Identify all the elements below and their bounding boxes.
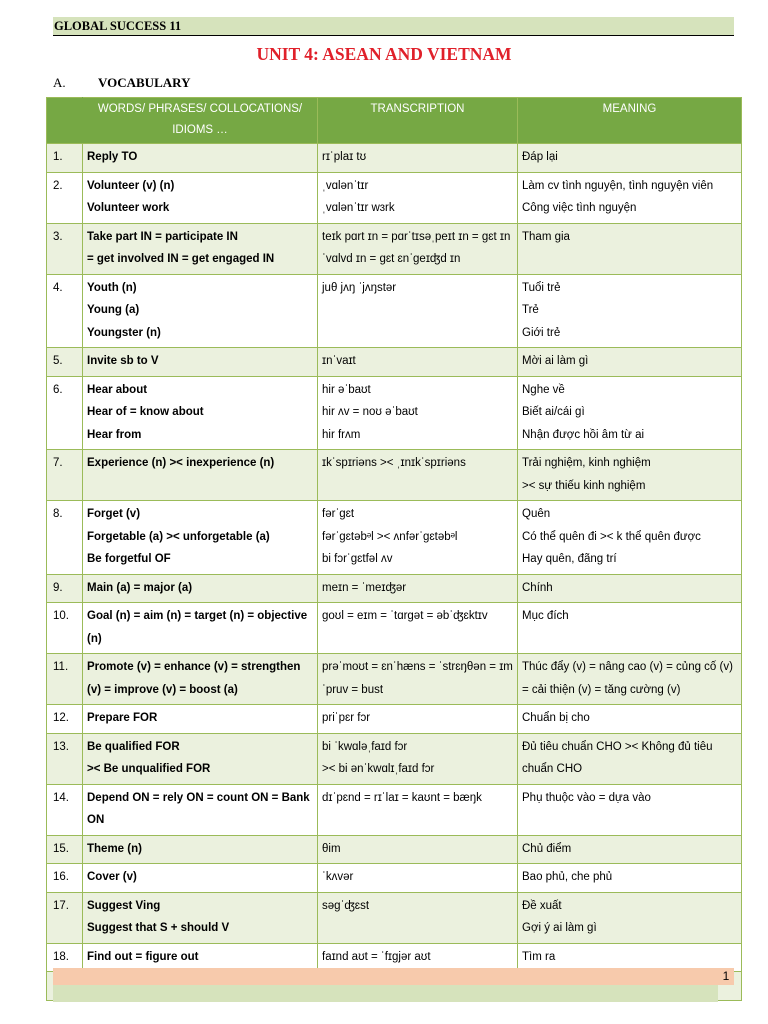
row-number: 13.	[47, 733, 83, 784]
row-number: 15.	[47, 835, 83, 864]
section-heading	[53, 75, 190, 91]
word-cell	[83, 705, 318, 734]
row-number: 12.	[47, 705, 83, 734]
transcription-line: hir frʌm	[322, 428, 361, 441]
transcription-cell	[318, 574, 518, 603]
transcription-line: ɡoʊl = eɪm = ˈtɑrɡət = əbˈʤɛktɪv	[322, 610, 488, 622]
transcription-line: dɪˈpɛnd = rɪˈlaɪ = kaʊnt = bæŋk	[322, 791, 482, 804]
meaning-cell	[518, 733, 742, 784]
footer-bar	[53, 968, 734, 985]
word-cell	[83, 574, 318, 603]
word-line: Young (a)	[87, 304, 140, 316]
table-header-row	[47, 98, 742, 144]
transcription-line: juθ jʌŋ ˈjʌŋstər	[322, 281, 397, 294]
meaning-cell	[518, 835, 742, 864]
transcription-line: θim	[322, 842, 341, 855]
row-number: 11.	[47, 654, 83, 705]
meaning-line: Mục đích	[522, 610, 569, 622]
table-row	[47, 892, 742, 943]
meaning-line: Trẻ	[522, 304, 539, 316]
meaning-line: Công việc tình nguyện	[522, 202, 637, 214]
transcription-cell	[318, 223, 518, 274]
word-line: Hear about	[87, 383, 148, 396]
word-line: Youth (n)	[87, 281, 137, 294]
meaning-line: Tìm ra	[522, 950, 556, 963]
table-row	[47, 864, 742, 893]
transcription-line: ˈkʌvər	[322, 871, 354, 883]
word-cell	[83, 172, 318, 223]
row-number: 16.	[47, 864, 83, 893]
transcription-cell	[318, 603, 518, 654]
transcription-line: rɪˈplaɪ tʊ	[322, 151, 367, 163]
transcription-cell	[318, 348, 518, 377]
word-line: Hear of = know about	[87, 406, 204, 418]
column-header-number	[47, 98, 83, 144]
meaning-line: Nghe về	[522, 383, 565, 396]
transcription-line: faɪnd aʊt = ˈfɪɡjər aʊt	[322, 950, 431, 963]
transcription-cell	[318, 172, 518, 223]
meaning-cell	[518, 348, 742, 377]
meaning-cell	[518, 450, 742, 501]
table-row	[47, 144, 742, 173]
meaning-cell	[518, 892, 742, 943]
meaning-line: Chuẩn bị cho	[522, 712, 590, 724]
word-line: Prepare FOR	[87, 712, 158, 724]
page-number: 1	[722, 969, 730, 983]
transcription-line: ɪkˈspɪriəns >< ˌɪnɪkˈspɪriəns	[322, 457, 466, 469]
meaning-line: Làm cv tình nguyện, tình nguyện viên	[522, 179, 714, 192]
row-number: 2.	[47, 172, 83, 223]
transcription-line: ˌvɑlənˈtɪr	[322, 179, 369, 192]
table-body	[47, 144, 742, 1001]
transcription-cell	[318, 654, 518, 705]
meaning-line: Giới trẻ	[522, 326, 561, 339]
row-number: 14.	[47, 784, 83, 835]
column-header-words: WORDS/ PHRASES/ COLLOCATIONS/ IDIOMS …	[83, 98, 318, 144]
word-cell	[83, 501, 318, 575]
word-line: >< Be unqualified FOR	[87, 763, 211, 775]
row-number: 1.	[47, 144, 83, 173]
meaning-line: Nhận được hồi âm từ ai	[522, 428, 645, 441]
word-line: = get involved IN = get engaged IN	[87, 253, 275, 265]
transcription-cell	[318, 501, 518, 575]
row-number: 3.	[47, 223, 83, 274]
word-cell	[83, 603, 318, 654]
word-line: Take part IN = participate IN	[87, 230, 238, 243]
word-line: Experience (n) >< inexperience (n)	[87, 457, 275, 469]
transcription-line: prəˈmoʊt = ɛnˈhæns = ˈstrɛŋθən = ɪmˈpruv = bust	[322, 661, 513, 696]
table-row	[47, 501, 742, 575]
meaning-cell	[518, 574, 742, 603]
word-line: Reply TO	[87, 151, 138, 163]
meaning-line: Bao phủ, che phủ	[522, 871, 613, 883]
meaning-line: Có thể quên đi >< k thể quên được	[522, 530, 701, 543]
table-row	[47, 784, 742, 835]
word-cell	[83, 274, 318, 348]
meaning-line: Thúc đẩy (v) = nâng cao (v) = củng cố (v) = cải thiện (v) = tăng cường (v)	[522, 661, 733, 696]
word-line: Depend ON = rely ON = count ON = Bank ON	[87, 791, 310, 826]
table-row	[47, 348, 742, 377]
table-row	[47, 274, 742, 348]
meaning-cell	[518, 376, 742, 450]
section-label: VOCABULARY	[98, 75, 191, 90]
meaning-cell	[518, 172, 742, 223]
transcription-line: ˌvɑlənˈtɪr wɜrk	[322, 202, 395, 214]
column-header-meaning: MEANING	[518, 98, 742, 144]
table-row	[47, 376, 742, 450]
word-line: Find out = figure out	[87, 950, 199, 963]
table-row	[47, 450, 742, 501]
word-line: Suggest Ving	[87, 899, 161, 912]
word-cell	[83, 654, 318, 705]
transcription-line: bi fɔrˈɡɛtfəl ʌv	[322, 553, 393, 565]
table-row	[47, 223, 742, 274]
word-cell	[83, 223, 318, 274]
meaning-line: Đề xuất	[522, 899, 562, 912]
transcription-line: səɡˈʤɛst	[322, 899, 370, 912]
transcription-cell	[318, 144, 518, 173]
row-number: 5.	[47, 348, 83, 377]
row-number: 4.	[47, 274, 83, 348]
table-row	[47, 705, 742, 734]
transcription-line: meɪn = ˈmeɪʤər	[322, 581, 407, 594]
row-number: 8.	[47, 501, 83, 575]
meaning-cell	[518, 274, 742, 348]
meaning-line: Tuổi trẻ	[522, 281, 561, 294]
word-cell	[83, 450, 318, 501]
word-cell	[83, 835, 318, 864]
section-letter: A.	[53, 75, 66, 90]
table-row	[47, 654, 742, 705]
word-line: Volunteer work	[87, 202, 170, 214]
meaning-cell	[518, 223, 742, 274]
row-number: 7.	[47, 450, 83, 501]
meaning-cell	[518, 144, 742, 173]
transcription-line: teɪk pɑrt ɪn = pɑrˈtɪsəˌpeɪt ɪn = ɡɛt ɪnˈvɑlvd ɪn = ɡɛt ɛnˈɡeɪʤd ɪn	[322, 230, 511, 265]
word-cell	[83, 144, 318, 173]
word-cell	[83, 864, 318, 893]
meaning-cell	[518, 705, 742, 734]
table-row	[47, 603, 742, 654]
transcription-line: bi ˈkwɑləˌfaɪd fɔr	[322, 740, 408, 753]
word-line: Forgetable (a) >< unforgetable (a)	[87, 530, 270, 543]
table-row	[47, 172, 742, 223]
word-line: Main (a) = major (a)	[87, 581, 193, 594]
row-number: 9.	[47, 574, 83, 603]
transcription-cell	[318, 864, 518, 893]
meaning-line: Hay quên, đãng trí	[522, 553, 617, 565]
transcription-line: ɪnˈvaɪt	[322, 355, 356, 367]
meaning-line: >< sự thiếu kinh nghiệm	[522, 479, 646, 492]
transcription-cell	[318, 274, 518, 348]
transcription-line: hir əˈbaʊt	[322, 383, 371, 396]
meaning-cell	[518, 864, 742, 893]
transcription-cell	[318, 733, 518, 784]
word-cell	[83, 892, 318, 943]
meaning-line: Phụ thuộc vào = dựa vào	[522, 791, 651, 804]
word-line: Suggest that S + should V	[87, 922, 230, 934]
word-cell	[83, 733, 318, 784]
meaning-cell	[518, 784, 742, 835]
transcription-line: >< bi ənˈkwɑlɪˌfaɪd fɔr	[322, 763, 435, 775]
vocabulary-table	[46, 97, 742, 1001]
word-line: Promote (v) = enhance (v) = strengthen (v) = improve (v) = boost (a)	[87, 661, 301, 696]
column-header-transcription: TRANSCRIPTION	[318, 98, 518, 144]
table-row	[47, 835, 742, 864]
meaning-cell	[518, 603, 742, 654]
row-number: 10.	[47, 603, 83, 654]
word-line: Invite sb to V	[87, 355, 159, 367]
word-line: Be forgetful OF	[87, 553, 171, 565]
word-line: Volunteer (v) (n)	[87, 179, 175, 192]
transcription-cell	[318, 376, 518, 450]
word-cell	[83, 348, 318, 377]
transcription-line: hir ʌv = noʊ əˈbaʊt	[322, 406, 418, 418]
word-cell	[83, 376, 318, 450]
transcription-cell	[318, 450, 518, 501]
meaning-line: Gợi ý ai làm gì	[522, 922, 597, 934]
word-cell	[83, 784, 318, 835]
page-title: UNIT 4: ASEAN AND VIETNAM	[256, 44, 512, 64]
transcription-line: priˈpɛr fɔr	[322, 712, 371, 724]
meaning-line: Mời ai làm gì	[522, 355, 589, 367]
table-row	[47, 574, 742, 603]
word-line: Goal (n) = aim (n) = target (n) = objective (n)	[87, 610, 308, 645]
meaning-line: Chính	[522, 581, 553, 594]
meaning-cell	[518, 501, 742, 575]
word-line: Forget (v)	[87, 508, 141, 520]
row-number: 6.	[47, 376, 83, 450]
transcription-cell	[318, 705, 518, 734]
transcription-cell	[318, 892, 518, 943]
table-row	[47, 733, 742, 784]
meaning-line: Đủ tiêu chuẩn CHO >< Không đủ tiêu chuẩn CHO	[522, 740, 713, 775]
word-line: Be qualified FOR	[87, 740, 180, 753]
transcription-line: fərˈɡɛt	[322, 508, 355, 520]
meaning-cell	[518, 654, 742, 705]
meaning-line: Đáp lại	[522, 151, 558, 163]
word-line: Hear from	[87, 428, 142, 441]
meaning-line: Tham gia	[522, 230, 570, 243]
word-line: Youngster (n)	[87, 326, 161, 339]
meaning-line: Chủ điểm	[522, 842, 572, 855]
meaning-line: Biết ai/cái gì	[522, 406, 585, 418]
word-line: Cover (v)	[87, 871, 137, 883]
footer-bar-lower	[53, 985, 718, 1002]
running-header: GLOBAL SUCCESS 11	[53, 17, 734, 36]
transcription-line: fərˈɡɛtəbᵊl >< ʌnfərˈɡɛtəbᵊl	[322, 530, 458, 543]
word-line: Theme (n)	[87, 842, 142, 855]
transcription-cell	[318, 835, 518, 864]
row-number: 18.	[47, 943, 83, 972]
meaning-line: Quên	[522, 508, 551, 520]
meaning-line: Trải nghiệm, kinh nghiệm	[522, 457, 651, 469]
transcription-cell	[318, 784, 518, 835]
row-number: 17.	[47, 892, 83, 943]
